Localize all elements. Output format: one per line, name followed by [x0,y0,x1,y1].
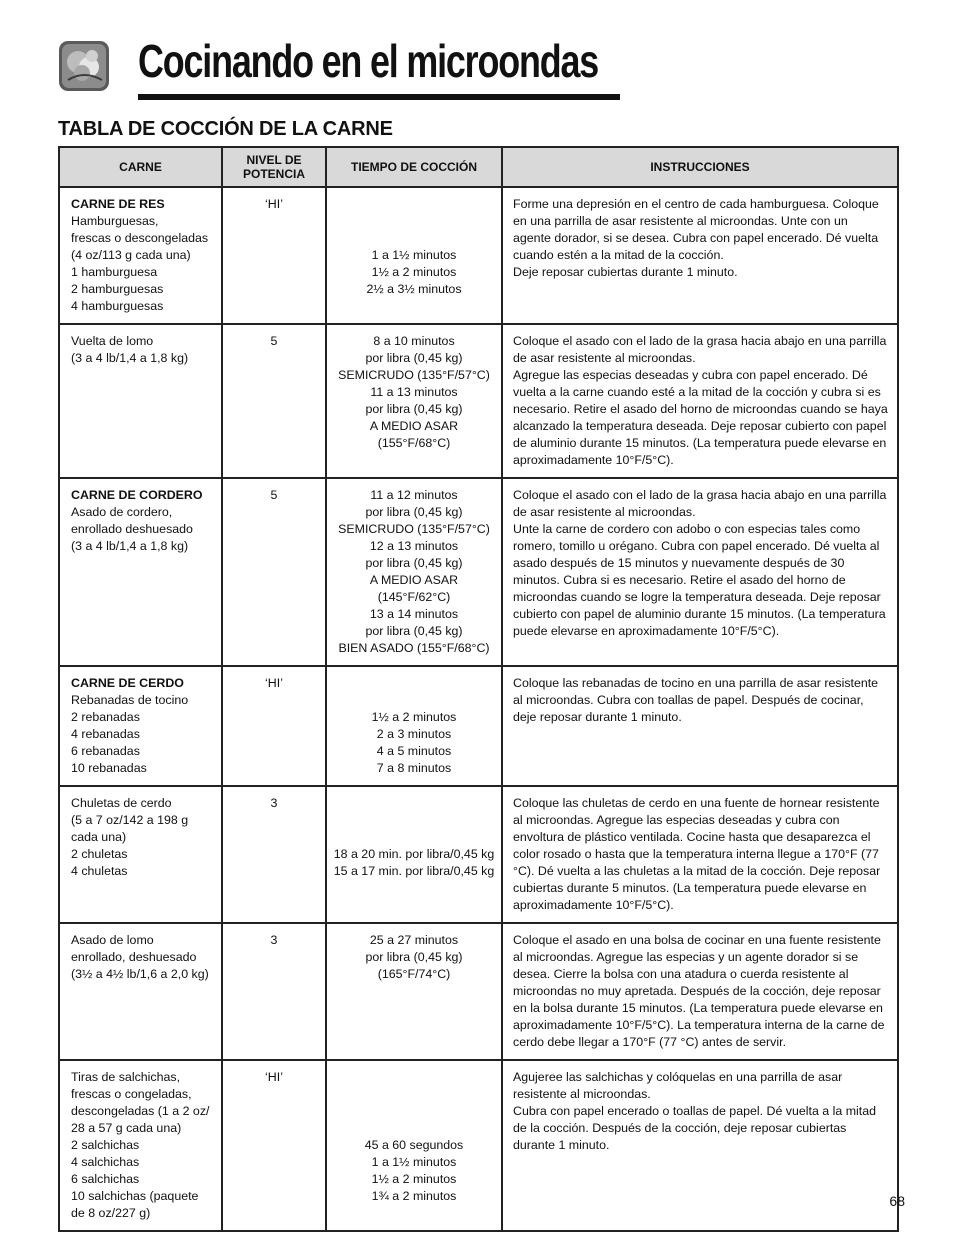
meat-line: Chuletas de cerdo [71,796,172,810]
page-header [58,35,628,102]
power-level-value: ‘HI’ [265,676,283,690]
meat-line: descongeladas (1 a 2 oz/ [71,1104,210,1118]
cooking-time-line: por libra (0,45 kg) [365,351,463,365]
meat-line: (3½ a 4½ lb/1,6 a 2,0 kg) [71,967,209,981]
table-body [59,187,898,1231]
meat-line: (3 a 4 lb/1,4 a 1,8 kg) [71,351,189,365]
header-power-level [222,147,326,187]
header-cooking-time: TIEMPO DE COCCIÓN [326,147,502,187]
cooking-time-line: 1½ a 2 minutos [371,710,457,724]
header-power-line-2: POTENCIA [242,167,305,181]
time-spacer [329,829,499,846]
meat-line: 10 rebanadas [71,761,147,775]
cooking-time-cell [326,478,502,666]
cooking-time-line: 1¾ a 2 minutos [371,1189,457,1203]
table-row [59,478,898,666]
power-level-value: 5 [270,334,278,348]
cooking-time-line: (145°F/62°C) [377,590,451,604]
time-spacer [329,675,499,692]
power-level-value: 5 [270,488,278,502]
power-level-value: ‘HI’ [265,1070,283,1084]
meat-line: Rebanadas de tocino [71,693,189,707]
cooking-time-line: por libra (0,45 kg) [365,556,463,570]
instructions-cell [502,324,898,478]
power-level-cell [222,478,326,666]
power-level-cell [222,666,326,786]
meat-line: 6 rebanadas [71,744,140,758]
meat-line: enrollado deshuesado [71,522,193,536]
instructions-cell [502,786,898,923]
cooking-time-line: por libra (0,45 kg) [365,505,463,519]
table-row [59,923,898,1060]
time-spacer [329,1120,499,1137]
power-level-cell [222,923,326,1060]
meat-line: (3 a 4 lb/1,4 a 1,8 kg) [71,539,189,553]
cooking-time-line: 25 a 27 minutos [369,933,459,947]
cooking-time-line: 45 a 60 segundos [364,1138,464,1152]
page-title: Cocinando en el microondas [138,35,599,87]
meat-line: frescas o congeladas, [71,1087,192,1101]
meat-line: 4 hamburguesas [71,299,164,313]
cooking-time-line: 1½ a 2 minutos [371,265,457,279]
cooking-time-cell [326,187,502,324]
cooking-time-cell [326,1060,502,1231]
instruction-paragraph: Cubra con papel encerado o toallas de papel. Dé vuelta a la mitad de la cocción. Después de la cocción, deje reposar cubiertas durante 1 minuto. [513,1104,877,1152]
cooking-time-line: 11 a 12 minutos [370,488,458,502]
cooking-time-line: 2½ a 3½ minutos [366,282,462,296]
meat-category: CARNE DE RES [71,197,165,211]
meat-line: de 8 oz/227 g) [71,1206,151,1220]
table-row [59,1060,898,1231]
meat-line: Asado de cordero, [71,505,173,519]
meat-line: 1 hamburguesa [71,265,158,279]
instruction-paragraph: Agregue las especias deseadas y cubra con papel encerado. Dé vuelta a la carne cuando esté a la mitad de la cocción y cubra si es necesario. Retire el asado del horno de microondas cuando se haya alcanzado la temperatura deseada. Deje reposar cubierto con papel de aluminio durante 15 minutos. (La temperatura puede elevarse en aproximadamente 10°F/5°C). [513,368,888,467]
meat-line: 2 chuletas [71,847,128,861]
cooking-time-line: (165°F/74°C) [377,967,451,981]
meat-line: 4 rebanadas [71,727,140,741]
meat-cell [59,923,222,1060]
power-level-cell [222,786,326,923]
power-level-cell [222,1060,326,1231]
instruction-paragraph: Unte la carne de cordero con adobo o con especias tales como romero, tomillo u orégano. Cubra con papel encerado. Dé vuelta al asado después de 15 minutos y nuevamente después de 30 minutos. Cubra si es necesario. Retire el asado del horno de microondas cuando se logre la temperatura deseada. Deje reposar cubierto con papel de aluminio durante 15 minutos. (La temperatura puede elevarse en aproximadamente 10°F/5°C). [513,522,886,638]
cooking-time-line: por libra (0,45 kg) [365,402,463,416]
instructions-cell [502,666,898,786]
meat-cell [59,1060,222,1231]
cooking-time-line: 8 a 10 minutos [373,334,455,348]
cooking-time-line: 2 a 3 minutos [376,727,452,741]
instruction-paragraph: Coloque el asado con el lado de la grasa hacia abajo en una parrilla de asar resistente al microondas. [513,488,887,519]
title-underline [138,94,620,100]
time-spacer [329,692,499,709]
cooking-time-cell [326,666,502,786]
meat-line: 4 salchichas [71,1155,140,1169]
instruction-paragraph: Coloque el asado en una bolsa de cocinar en una fuente resistente al microondas. Agregue las especias y un agente dorador si se desea. Cierre la bolsa con una atadura o cuerda resistente al microondas no muy apretada. Después de la cocción, deje reposar en la bolsa durante 15 minutos. (La temperatura puede elevarse en aproximadamente 10°F/5°C). La temperatura interna de la carne de cerdo debe llegar a 170°F (77 °C) antes de servir. [513,933,885,1049]
cooking-time-line: A MEDIO ASAR [369,419,459,433]
meat-category: CARNE DE CORDERO [71,488,203,502]
meat-line: cada una) [71,830,127,844]
meat-cell [59,187,222,324]
meat-category: CARNE DE CERDO [71,676,184,690]
meat-line: Tiras de salchichas, [71,1070,181,1084]
meat-line: Hamburguesas, [71,214,159,228]
instruction-paragraph: Forme una depresión en el centro de cada hamburguesa. Coloque en una parrilla de asar resistente al microondas. Unte con un agente dorador, si se desea. Cubra con papel encerado. Dé vuelta cuando estén a la mitad de la cocción. [513,197,879,262]
meat-line: 6 salchichas [71,1172,140,1186]
meat-cell [59,666,222,786]
cooking-time-line: por libra (0,45 kg) [365,950,463,964]
instruction-paragraph: Coloque las chuletas de cerdo en una fuente de hornear resistente al microondas. Agregue las especias deseadas y cubra con envoltura de plástico ventilada. Cocine hasta que desaparezca el color rosado o hasta que la temperatura interna llegue a 170°F (77 °C). Dé vuelta a las chuletas a la mitad de la cocción. Deje reposar cubiertas durante 5 minutos. (La temperatura puede elevarse en aproximadamente 10°F/5°C). [513,796,881,912]
cooking-time-line: BIEN ASADO (155°F/68°C) [338,641,490,655]
cooking-time-line: 1 a 1½ minutos [371,248,457,262]
meat-line: 28 a 57 g cada una) [71,1121,182,1135]
table-row [59,666,898,786]
cooking-time-line: por libra (0,45 kg) [365,624,463,638]
header-instructions: INSTRUCCIONES [502,147,898,187]
time-spacer [329,230,499,247]
cooking-time-line: 12 a 13 minutos [369,539,459,553]
cooking-time-line: 13 a 14 minutos [369,607,459,621]
instruction-paragraph: Deje reposar cubiertas durante 1 minuto. [513,265,738,279]
time-spacer [329,1069,499,1086]
time-spacer [329,795,499,812]
meat-line: 4 chuletas [71,864,128,878]
cooking-time-line: 11 a 13 minutos [370,385,458,399]
power-level-cell [222,324,326,478]
microwave-food-icon [58,40,110,92]
meat-line: enrollado, deshuesado [71,950,197,964]
power-level-value: ‘HI’ [265,197,283,211]
meat-line: Vuelta de lomo [71,334,154,348]
meat-line: Asado de lomo [71,933,154,947]
meat-cell [59,324,222,478]
section-title: TABLA DE COCCIÓN DE LA CARNE [58,118,393,140]
header-meat: CARNE [59,147,222,187]
cooking-time-line: 7 a 8 minutos [376,761,452,775]
meat-cell [59,786,222,923]
meat-cooking-table [58,146,899,1232]
power-level-value: 3 [270,796,278,810]
table-row [59,786,898,923]
meat-line: 2 salchichas [71,1138,140,1152]
instruction-paragraph: Coloque las rebanadas de tocino en una parrilla de asar resistente al microondas. Cubra con toallas de papel. Después de cocinar, deje reposar durante 1 minuto. [513,676,879,724]
cooking-time-line: 4 a 5 minutos [376,744,452,758]
page-number: 68 [889,1193,905,1209]
cooking-time-line: 1 a 1½ minutos [371,1155,457,1169]
cooking-time-cell [326,786,502,923]
time-spacer [329,213,499,230]
meat-cell [59,478,222,666]
cooking-time-line: 18 a 20 min. por libra/0,45 kg [333,847,495,861]
power-level-cell [222,187,326,324]
cooking-time-line: 1½ a 2 minutos [371,1172,457,1186]
instructions-cell [502,187,898,324]
instructions-cell [502,923,898,1060]
cooking-time-line: (155°F/68°C) [377,436,451,450]
time-spacer [329,1103,499,1120]
instruction-paragraph: Coloque el asado con el lado de la grasa hacia abajo en una parrilla de asar resistente al microondas. [513,334,887,365]
meat-line: (5 a 7 oz/142 a 198 g [71,813,189,827]
table-row [59,187,898,324]
cooking-time-line: A MEDIO ASAR [369,573,459,587]
meat-line: 10 salchichas (paquete [71,1189,199,1203]
cooking-time-line: SEMICRUDO (135°F/57°C) [338,522,490,536]
header-power-line-1: NIVEL DE [246,153,302,167]
time-spacer [329,196,499,213]
time-spacer [329,812,499,829]
cooking-time-line: 15 a 17 min. por libra/0,45 kg [333,864,495,878]
meat-line: 2 hamburguesas [71,282,164,296]
time-spacer [329,1086,499,1103]
meat-line: 2 rebanadas [71,710,140,724]
cooking-time-cell [326,923,502,1060]
table-header-row [59,147,898,187]
instructions-cell [502,1060,898,1231]
power-level-value: 3 [270,933,278,947]
meat-line: frescas o descongeladas [71,231,209,245]
instructions-cell [502,478,898,666]
table-row [59,324,898,478]
cooking-time-line: SEMICRUDO (135°F/57°C) [338,368,490,382]
cooking-time-cell [326,324,502,478]
meat-line: (4 oz/113 g cada una) [71,248,191,262]
instruction-paragraph: Agujeree las salchichas y colóquelas en una parrilla de asar resistente al microondas. [513,1070,843,1101]
